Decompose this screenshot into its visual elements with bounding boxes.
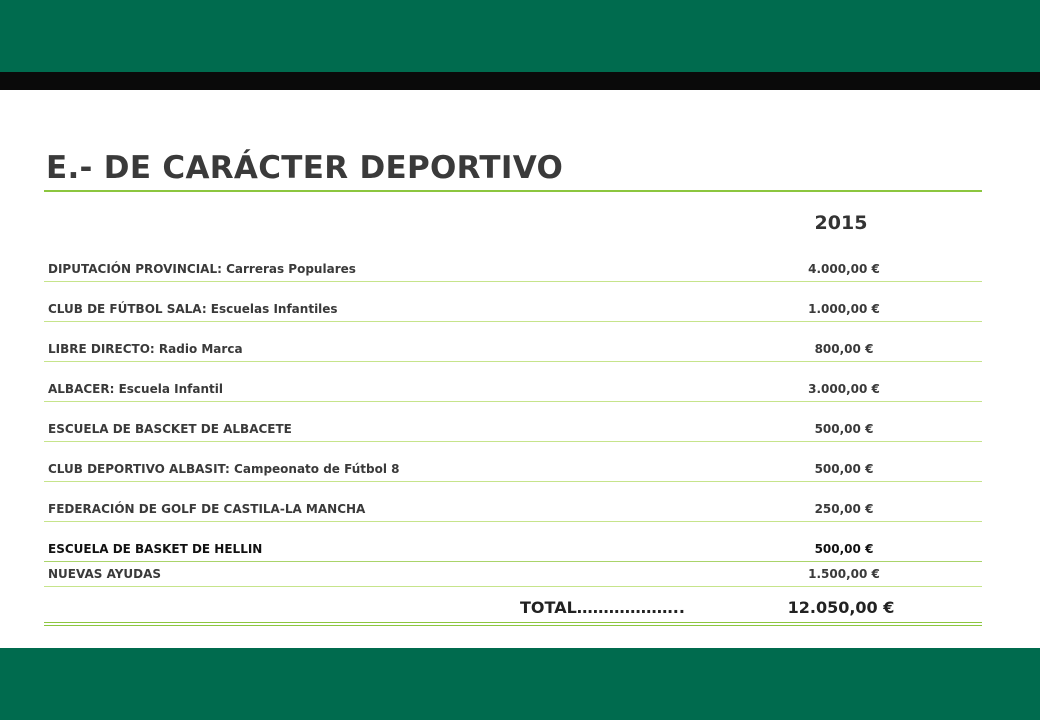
row-label: CLUB DEPORTIVO ALBASIT: Campeonato de Fútbol 8 bbox=[48, 462, 400, 476]
row-amount: 250,00 € bbox=[814, 502, 874, 516]
row-label: LIBRE DIRECTO: Radio Marca bbox=[48, 342, 243, 356]
row-amount: 500,00 € bbox=[814, 542, 874, 556]
page-title: E.- DE CARÁCTER DEPORTIVO bbox=[46, 150, 564, 186]
table-row bbox=[44, 362, 982, 402]
row-label: CLUB DE FÚTBOL SALA: Escuelas Infantiles bbox=[48, 302, 338, 316]
total-label: TOTAL……………….. bbox=[520, 598, 685, 617]
table-row bbox=[44, 322, 982, 362]
year-column-header: 2015 bbox=[814, 212, 868, 234]
row-amount: 1.000,00 € bbox=[808, 302, 880, 316]
row-label: FEDERACIÓN DE GOLF DE CASTILA-LA MANCHA bbox=[48, 502, 366, 516]
table-row bbox=[44, 482, 982, 522]
row-label: ESCUELA DE BASKET DE HELLIN bbox=[48, 542, 263, 556]
total-divider bbox=[44, 625, 982, 626]
table-row bbox=[44, 547, 982, 587]
total-amount: 12.050,00 € bbox=[787, 598, 895, 617]
top-green-band bbox=[0, 0, 1040, 72]
table-row bbox=[44, 402, 982, 442]
row-amount: 1.500,00 € bbox=[808, 567, 880, 581]
row-label: DIPUTACIÓN PROVINCIAL: Carreras Populares bbox=[48, 262, 356, 276]
row-label: ESCUELA DE BASCKET DE ALBACETE bbox=[48, 422, 292, 436]
table-row bbox=[44, 282, 982, 322]
bottom-green-band bbox=[0, 648, 1040, 720]
total-divider bbox=[44, 622, 982, 623]
top-black-band bbox=[0, 72, 1040, 90]
table-row bbox=[44, 242, 982, 282]
row-amount: 800,00 € bbox=[814, 342, 874, 356]
title-divider bbox=[44, 190, 982, 192]
table-row bbox=[44, 442, 982, 482]
row-label: ALBACER: Escuela Infantil bbox=[48, 382, 223, 396]
row-label: NUEVAS AYUDAS bbox=[48, 567, 162, 581]
row-amount: 4.000,00 € bbox=[808, 262, 880, 276]
row-divider bbox=[44, 586, 982, 587]
row-amount: 3.000,00 € bbox=[808, 382, 880, 396]
row-amount: 500,00 € bbox=[814, 422, 874, 436]
row-amount: 500,00 € bbox=[814, 462, 874, 476]
